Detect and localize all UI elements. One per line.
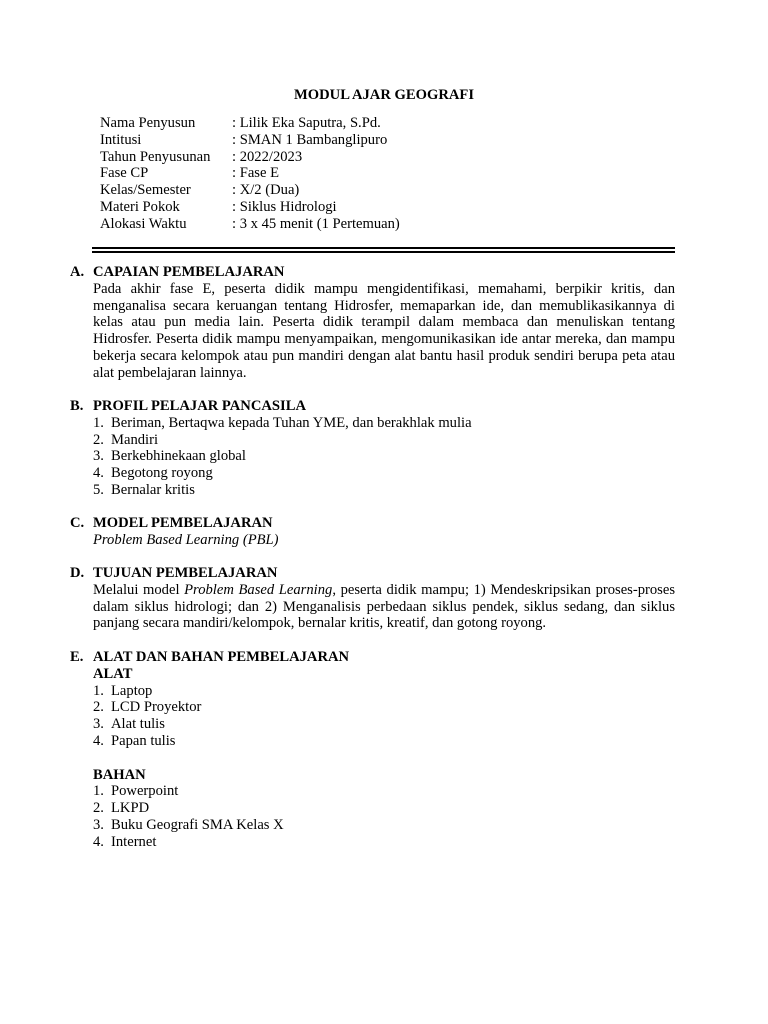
identity-label: Alokasi Waktu [100,215,187,232]
list-item [93,817,675,834]
identity-value: : Siklus Hidrologi [232,198,337,215]
list-item [93,699,675,716]
list-text: Bernalar kritis [111,481,195,498]
list-item [93,415,675,432]
identity-row [100,182,400,199]
section-letter: B. [70,398,84,414]
list-item [93,800,675,817]
list-item [93,683,675,700]
section-letter: A. [70,264,85,280]
list-item [93,783,675,800]
list-number: 2. [93,431,104,448]
section-heading [70,398,675,415]
list-text: Begotong royong [111,465,213,482]
identity-row [100,216,400,233]
divider-line-bottom [92,251,675,253]
list-text: Powerpoint [111,783,179,800]
identity-label: Tahun Penyusunan [100,148,211,165]
section-title: ALAT DAN BAHAN PEMBELAJARAN [93,649,350,665]
section-title: TUJUAN PEMBELAJARAN [93,565,278,581]
list-number: 2. [93,800,104,817]
paragraph-text: , peserta didik mampu; 1) Mendeskripsikan proses-proses dalam siklus hidrologi; dan 2) Menganalisis perbedaan siklus pendek, siklus sedang, dan siklus panjang secara mandiri/kelompok, bernalar kritis, kreatif, dan gotong royong. [93,581,676,632]
list-item [93,733,675,750]
section-letter: E. [70,649,84,665]
list-text: Berkebhinekaan global [111,448,246,465]
identity-label: Materi Pokok [100,198,180,215]
list-item [93,716,675,733]
list-number: 3. [93,816,104,833]
section-heading [70,649,675,666]
section-model-pembelajaran [70,515,675,549]
section-title: PROFIL PELAJAR PANCASILA [93,398,306,414]
list-number: 3. [93,716,104,733]
list-item [93,432,675,449]
list-number: 1. [93,783,104,800]
section-paragraph [93,582,675,632]
section-capaian-pembelajaran [70,264,675,382]
paragraph-italic-text: Problem Based Learning [184,581,333,598]
list-text: Mandiri [111,431,159,448]
section-alat-bahan [70,649,675,851]
identity-value: : Fase E [232,165,280,182]
section-title: MODEL PEMBELAJARAN [93,515,273,531]
list-number: 4. [93,465,104,482]
section-paragraph [93,532,675,549]
bahan-block [93,767,675,851]
subsection-title: BAHAN [93,766,146,783]
identity-label: Nama Penyusun [100,115,196,131]
identity-label: Kelas/Semester [100,182,191,199]
alat-block [93,666,675,750]
section-heading [70,515,675,532]
document-title: MODUL AJAR GEOGRAFI [294,87,474,103]
identity-value: : 3 x 45 menit (1 Pertemuan) [232,215,400,232]
list-text: Beriman, Bertaqwa kepada Tuhan YME, dan berakhlak mulia [111,414,472,431]
list-text: Buku Geografi SMA Kelas X [111,816,284,833]
identity-value: : X/2 (Dua) [232,182,300,199]
section-heading [70,565,675,582]
list-text: Internet [111,833,157,850]
list-text: Laptop [111,682,153,699]
identity-row [100,132,400,149]
identity-row [100,199,400,216]
divider-line-top [92,247,675,249]
subsection-title: ALAT [93,665,133,682]
list-number: 4. [93,732,104,749]
list-text: Papan tulis [111,732,176,749]
identity-table [100,115,400,233]
list-text: LKPD [111,800,150,817]
section-letter: C. [70,515,85,531]
list-text: LCD Proyektor [111,699,202,716]
identity-row [100,115,400,132]
numbered-list [93,415,675,499]
identity-row [100,165,400,182]
identity-value: : SMAN 1 Bambanglipuro [232,131,388,148]
model-name: Problem Based Learning (PBL) [93,531,279,548]
list-item [93,465,675,482]
section-letter: D. [70,565,85,581]
list-item [93,448,675,465]
section-title: CAPAIAN PEMBELAJARAN [93,264,285,280]
list-text: Alat tulis [111,716,165,733]
paragraph-text: Melalui model [93,581,185,598]
list-item [93,834,675,851]
identity-row [100,149,400,166]
list-number: 1. [93,414,104,431]
identity-label: Fase CP [100,165,149,182]
list-number: 1. [93,682,104,699]
list-number: 5. [93,481,104,498]
list-number: 3. [93,448,104,465]
list-item [93,482,675,499]
list-number: 4. [93,833,104,850]
list-number: 2. [93,699,104,716]
section-profil-pelajar-pancasila [70,398,675,499]
section-paragraph: Pada akhir fase E, peserta didik mampu mengidentifikasi, memahami, berpikir kritis, dan menganalisa secara keruangan tentang Hidrosfer, memaparkan ide, dan memublikasikannya di kelas atau pun media lain. Peserta didik terampil dalam membaca dan menuliskan tentang Hidrosfer. Peserta didik mampu menyampaikan, mengomunikasikan ide antar mereka, dan mampu bekerja secara kelompok atau pun mandiri dengan alat bantu hasil produk sendiri berupa peta atau alat pembelajaran lainnya. [93,280,675,381]
section-heading [70,264,675,281]
identity-value: : 2022/2023 [232,148,303,165]
identity-label: Intitusi [100,131,142,148]
section-tujuan-pembelajaran [70,565,675,632]
identity-value: : Lilik Eka Saputra, S.Pd. [232,115,381,131]
